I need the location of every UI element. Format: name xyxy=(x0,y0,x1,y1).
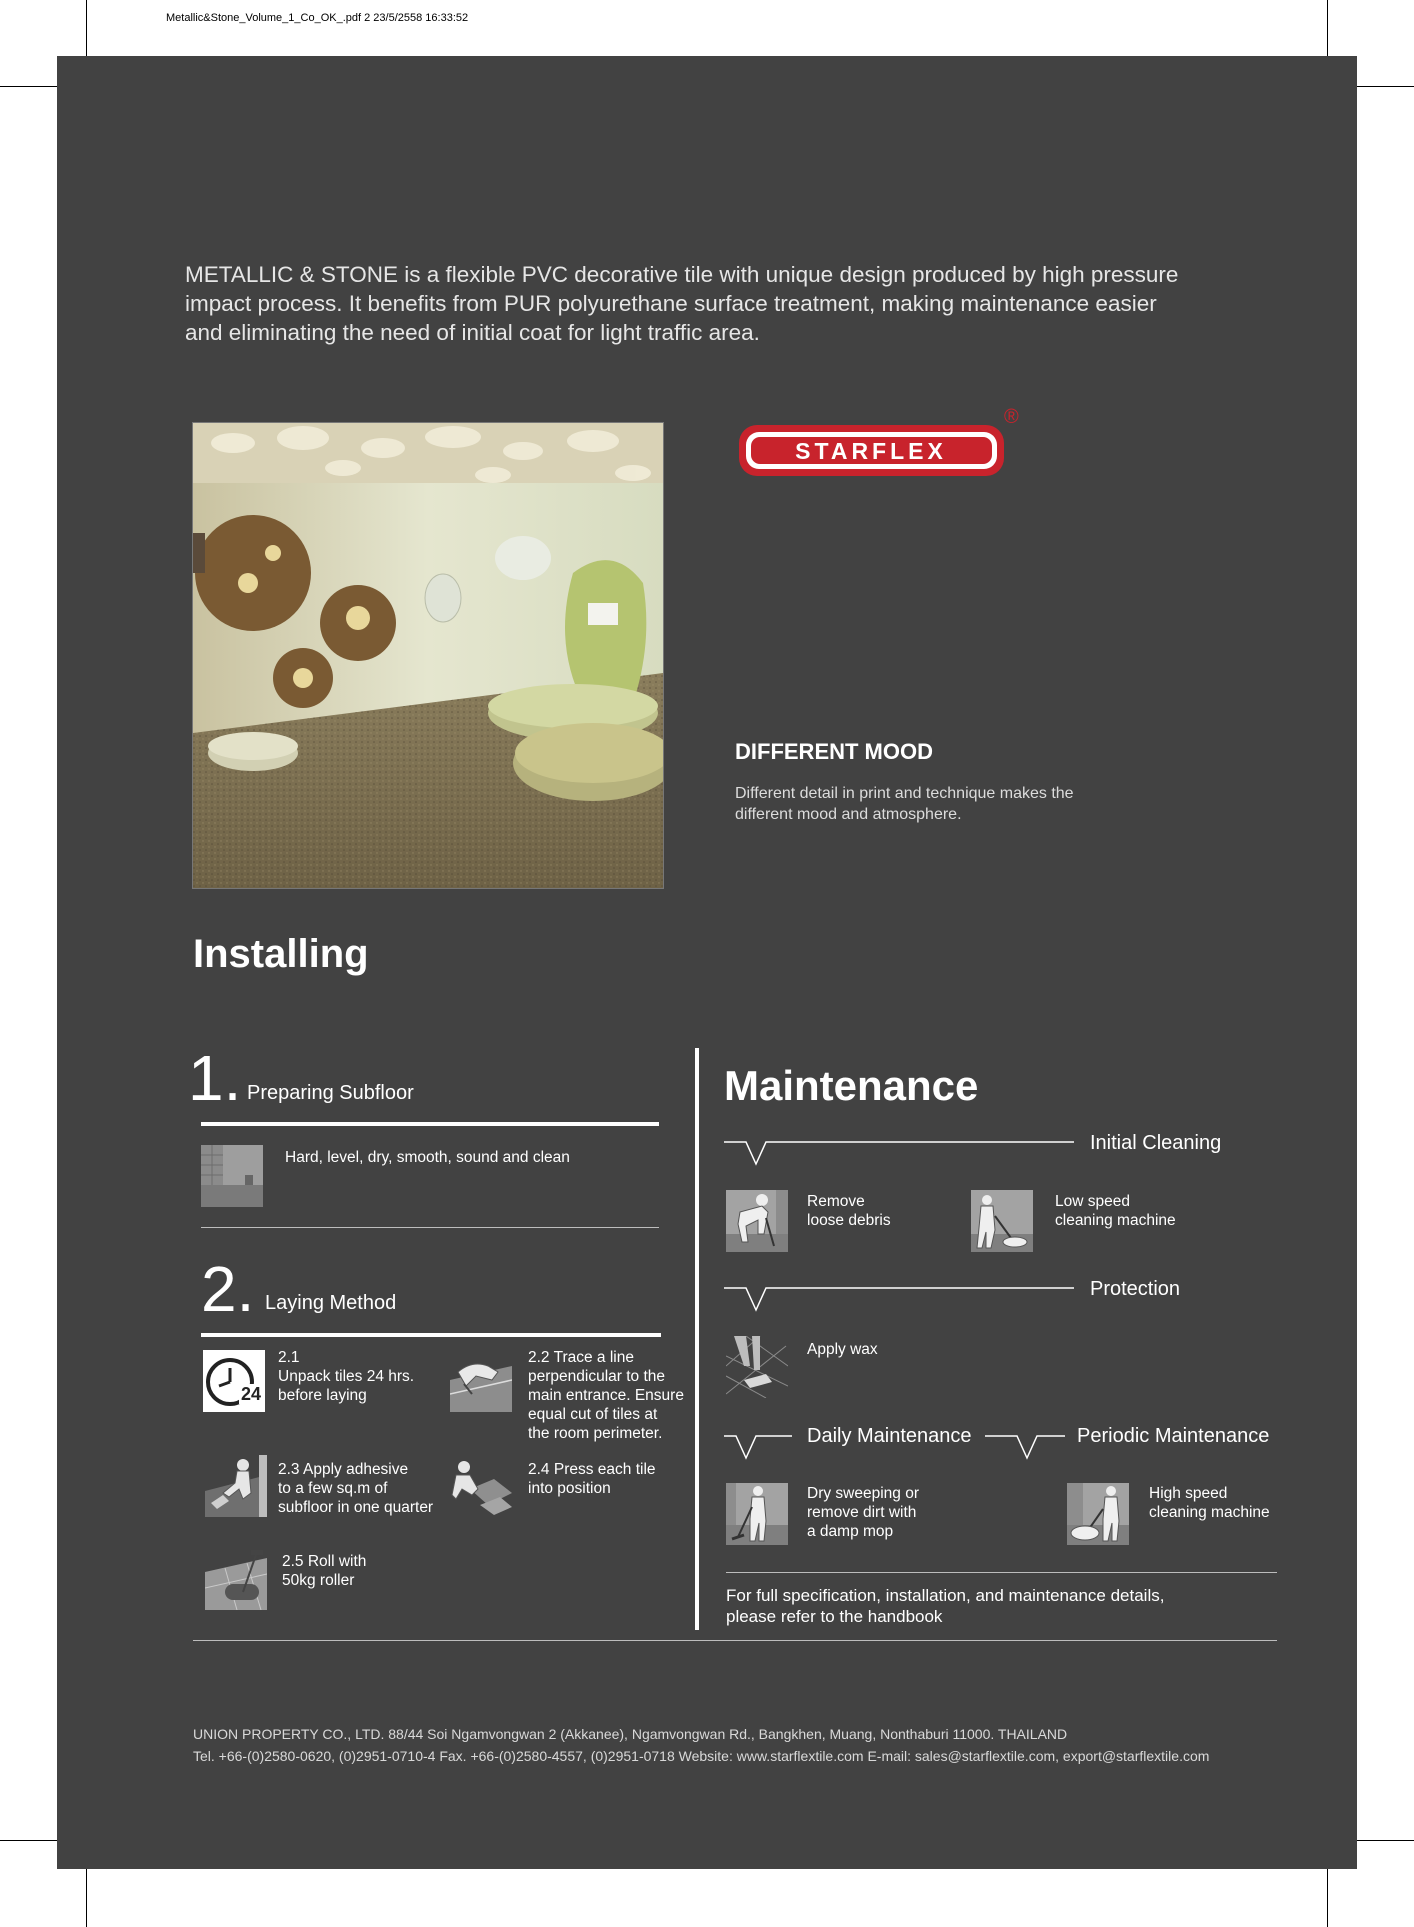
step2-item-3: 2.3 Apply adhesive to a few sq.m of subfloor in one quarter xyxy=(278,1461,434,1516)
subfloor-icon xyxy=(201,1145,263,1207)
registered-mark: ® xyxy=(1004,406,1019,428)
protection-title: Protection xyxy=(1090,1278,1181,1300)
divider xyxy=(193,1640,1277,1641)
step2-item-2: 2.2 Trace a line perpendicular to the main entrance. Ensure equal cut of tiles at the room perimeter. xyxy=(528,1349,684,1442)
mood-title: DIFFERENT MOOD xyxy=(735,739,933,764)
initial-item-2: Low speed cleaning machine xyxy=(1055,1193,1176,1229)
periodic-title: Periodic Maintenance xyxy=(1077,1425,1270,1447)
step1-detail: Hard, level, dry, smooth, sound and clean xyxy=(285,1149,570,1166)
maintenance-heading: Maintenance xyxy=(724,1062,979,1109)
divider xyxy=(201,1122,659,1126)
apply-wax-icon xyxy=(726,1336,788,1398)
high-speed-machine-icon xyxy=(1067,1483,1129,1545)
daily-item-1: Dry sweeping or remove dirt with a damp mop xyxy=(807,1485,919,1540)
step2-item-1: 2.1 Unpack tiles 24 hrs. before laying xyxy=(278,1349,415,1404)
intro-paragraph: METALLIC & STONE is a flexible PVC decorative tile with unique design produced by high pressure impact process. It benefits from PUR polyurethane surface treatment, making maintenance easier and eliminating the need of initial coat for light traffic area. xyxy=(185,262,1179,345)
mood-text: Different detail in print and technique makes the different mood and atmosphere. xyxy=(735,785,1074,823)
periodic-item-1: High speed cleaning machine xyxy=(1149,1485,1270,1521)
remove-debris-icon xyxy=(726,1190,788,1252)
crop-mark xyxy=(0,86,57,87)
clock-24-icon xyxy=(203,1350,265,1412)
initial-item-1: Remove loose debris xyxy=(807,1193,891,1229)
bracket-line xyxy=(724,1138,1076,1168)
bracket-line xyxy=(985,1432,1067,1462)
bracket-line xyxy=(724,1432,794,1462)
step2-item-4: 2.4 Press each tile into position xyxy=(528,1461,656,1497)
step2-item-5: 2.5 Roll with 50kg roller xyxy=(282,1553,367,1589)
step1-number: 1. xyxy=(188,1042,242,1114)
divider xyxy=(201,1227,659,1228)
apply-adhesive-icon xyxy=(205,1455,267,1517)
crop-mark xyxy=(1327,0,1328,56)
press-tile-icon xyxy=(450,1455,512,1517)
daily-title: Daily Maintenance xyxy=(807,1425,972,1447)
print-header: Metallic&Stone_Volume_1_Co_OK_.pdf 2 23/5/2558 16:33:52 xyxy=(166,12,469,24)
installing-heading: Installing xyxy=(193,932,369,976)
column-divider xyxy=(695,1048,699,1630)
crop-mark xyxy=(86,0,87,56)
crop-mark xyxy=(0,1840,57,1841)
crop-mark xyxy=(1327,1869,1328,1927)
divider xyxy=(726,1572,1277,1573)
step2-title: Laying Method xyxy=(265,1292,397,1314)
handbook-note: For full specification, installation, and maintenance details, please refer to the handbook xyxy=(726,1586,1165,1626)
crop-mark xyxy=(1357,86,1414,87)
step2-number: 2. xyxy=(201,1253,255,1325)
initial-cleaning-title: Initial Cleaning xyxy=(1090,1132,1222,1154)
crop-mark xyxy=(86,1869,87,1927)
starflex-logo xyxy=(735,420,1020,485)
low-speed-machine-icon xyxy=(971,1190,1033,1252)
showroom-photo xyxy=(192,422,664,889)
clock-number: 24 xyxy=(240,1384,262,1404)
step1-title: Preparing Subfloor xyxy=(247,1082,414,1104)
bracket-line xyxy=(724,1284,1076,1314)
logo-text: STARFLEX xyxy=(795,438,947,464)
trace-line-icon xyxy=(450,1350,512,1412)
footer-address: UNION PROPERTY CO., LTD. 88/44 Soi Ngamvongwan 2 (Akkanee), Ngamvongwan Rd., Bangkhen, Muang, Nonthaburi 11000. THAILAND xyxy=(193,1726,1068,1742)
protection-item-1: Apply wax xyxy=(807,1341,878,1358)
crop-mark xyxy=(1357,1840,1414,1841)
roller-icon xyxy=(205,1548,267,1610)
footer-contact: Tel. +66-(0)2580-0620, (0)2951-0710-4 Fax. +66-(0)2580-4557, (0)2951-0718 Website: www.starflextile.com E-mail: sales@starflextile.com, export@starflextile.com xyxy=(193,1748,1210,1764)
divider xyxy=(201,1333,661,1337)
dry-sweeping-icon xyxy=(726,1483,788,1545)
